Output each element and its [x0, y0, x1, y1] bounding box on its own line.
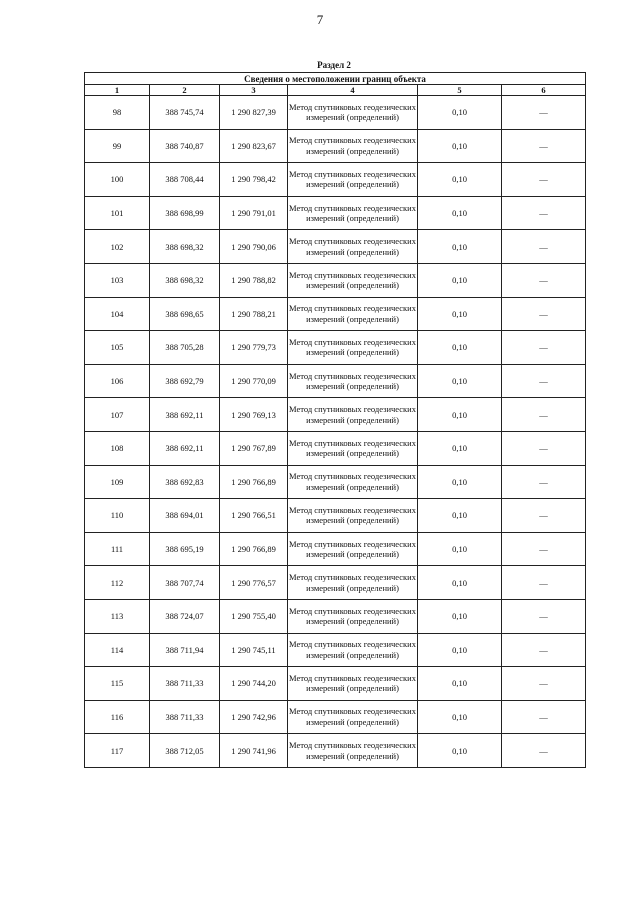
x-coordinate-cell: 388 692,11 — [150, 398, 220, 432]
description-cell: — — [502, 398, 586, 432]
x-coordinate-cell: 388 707,74 — [150, 566, 220, 600]
accuracy-cell: 0,10 — [418, 297, 502, 331]
method-cell: Метод спутниковых геодезических измерений (определений) — [288, 633, 418, 667]
table-row — [85, 263, 586, 297]
point-number-cell: 105 — [85, 331, 150, 365]
table-caption: Сведения о местоположении границ объекта — [85, 73, 586, 85]
x-coordinate-cell: 388 698,32 — [150, 263, 220, 297]
method-cell: Метод спутниковых геодезических измерений (определений) — [288, 431, 418, 465]
description-cell: — — [502, 431, 586, 465]
point-number-cell: 102 — [85, 230, 150, 264]
table-row — [85, 599, 586, 633]
accuracy-cell: 0,10 — [418, 398, 502, 432]
table-row — [85, 364, 586, 398]
point-number-cell: 113 — [85, 599, 150, 633]
method-cell: Метод спутниковых геодезических измерений (определений) — [288, 129, 418, 163]
point-number-cell: 106 — [85, 364, 150, 398]
method-cell: Метод спутниковых геодезических измерений (определений) — [288, 566, 418, 600]
description-cell: — — [502, 196, 586, 230]
x-coordinate-cell: 388 711,33 — [150, 667, 220, 701]
x-coordinate-cell: 388 745,74 — [150, 96, 220, 130]
point-number-cell: 110 — [85, 499, 150, 533]
y-coordinate-cell: 1 290 788,82 — [220, 263, 288, 297]
y-coordinate-cell: 1 290 755,40 — [220, 599, 288, 633]
description-cell: — — [502, 465, 586, 499]
x-coordinate-cell: 388 694,01 — [150, 499, 220, 533]
table-row — [85, 431, 586, 465]
y-coordinate-cell: 1 290 790,06 — [220, 230, 288, 264]
x-coordinate-cell: 388 740,87 — [150, 129, 220, 163]
description-cell: — — [502, 566, 586, 600]
y-coordinate-cell: 1 290 823,67 — [220, 129, 288, 163]
x-coordinate-cell: 388 705,28 — [150, 331, 220, 365]
accuracy-cell: 0,10 — [418, 364, 502, 398]
column-header-6: 6 — [502, 85, 586, 96]
y-coordinate-cell: 1 290 779,73 — [220, 331, 288, 365]
y-coordinate-cell: 1 290 776,57 — [220, 566, 288, 600]
method-cell: Метод спутниковых геодезических измерений (определений) — [288, 96, 418, 130]
table-row — [85, 667, 586, 701]
accuracy-cell: 0,10 — [418, 465, 502, 499]
method-cell: Метод спутниковых геодезических измерений (определений) — [288, 230, 418, 264]
point-number-cell: 115 — [85, 667, 150, 701]
accuracy-cell: 0,10 — [418, 129, 502, 163]
accuracy-cell: 0,10 — [418, 96, 502, 130]
y-coordinate-cell: 1 290 766,89 — [220, 532, 288, 566]
description-cell: — — [502, 667, 586, 701]
y-coordinate-cell: 1 290 769,13 — [220, 398, 288, 432]
description-cell: — — [502, 163, 586, 197]
table-row — [85, 532, 586, 566]
column-header-5: 5 — [418, 85, 502, 96]
method-cell: Метод спутниковых геодезических измерений (определений) — [288, 398, 418, 432]
table-row — [85, 129, 586, 163]
table-row — [85, 633, 586, 667]
boundary-coordinates-table — [84, 72, 586, 768]
point-number-cell: 104 — [85, 297, 150, 331]
method-cell: Метод спутниковых геодезических измерений (определений) — [288, 532, 418, 566]
x-coordinate-cell: 388 698,32 — [150, 230, 220, 264]
description-cell: — — [502, 263, 586, 297]
y-coordinate-cell: 1 290 798,42 — [220, 163, 288, 197]
y-coordinate-cell: 1 290 742,96 — [220, 700, 288, 734]
accuracy-cell: 0,10 — [418, 667, 502, 701]
point-number-cell: 103 — [85, 263, 150, 297]
point-number-cell: 99 — [85, 129, 150, 163]
description-cell: — — [502, 364, 586, 398]
x-coordinate-cell: 388 692,11 — [150, 431, 220, 465]
y-coordinate-cell: 1 290 770,09 — [220, 364, 288, 398]
y-coordinate-cell: 1 290 766,51 — [220, 499, 288, 533]
method-cell: Метод спутниковых геодезических измерений (определений) — [288, 700, 418, 734]
point-number-cell: 111 — [85, 532, 150, 566]
accuracy-cell: 0,10 — [418, 532, 502, 566]
description-cell: — — [502, 499, 586, 533]
accuracy-cell: 0,10 — [418, 599, 502, 633]
description-cell: — — [502, 734, 586, 768]
x-coordinate-cell: 388 692,83 — [150, 465, 220, 499]
table-row — [85, 163, 586, 197]
x-coordinate-cell: 388 711,94 — [150, 633, 220, 667]
method-cell: Метод спутниковых геодезических измерений (определений) — [288, 331, 418, 365]
method-cell: Метод спутниковых геодезических измерений (определений) — [288, 364, 418, 398]
x-coordinate-cell: 388 695,19 — [150, 532, 220, 566]
y-coordinate-cell: 1 290 791,01 — [220, 196, 288, 230]
table-row — [85, 196, 586, 230]
point-number-cell: 107 — [85, 398, 150, 432]
description-cell: — — [502, 96, 586, 130]
point-number-cell: 100 — [85, 163, 150, 197]
table-row — [85, 700, 586, 734]
accuracy-cell: 0,10 — [418, 230, 502, 264]
column-header-3: 3 — [220, 85, 288, 96]
x-coordinate-cell: 388 692,79 — [150, 364, 220, 398]
y-coordinate-cell: 1 290 788,21 — [220, 297, 288, 331]
y-coordinate-cell: 1 290 766,89 — [220, 465, 288, 499]
point-number-cell: 98 — [85, 96, 150, 130]
method-cell: Метод спутниковых геодезических измерений (определений) — [288, 297, 418, 331]
accuracy-cell: 0,10 — [418, 263, 502, 297]
table-row — [85, 566, 586, 600]
table-caption-row — [85, 73, 586, 85]
section-title: Раздел 2 — [317, 60, 351, 70]
accuracy-cell: 0,10 — [418, 700, 502, 734]
point-number-cell: 108 — [85, 431, 150, 465]
x-coordinate-cell: 388 724,07 — [150, 599, 220, 633]
table-row — [85, 398, 586, 432]
y-coordinate-cell: 1 290 827,39 — [220, 96, 288, 130]
y-coordinate-cell: 1 290 745,11 — [220, 633, 288, 667]
accuracy-cell: 0,10 — [418, 196, 502, 230]
accuracy-cell: 0,10 — [418, 163, 502, 197]
point-number-cell: 109 — [85, 465, 150, 499]
table-row — [85, 465, 586, 499]
method-cell: Метод спутниковых геодезических измерений (определений) — [288, 263, 418, 297]
point-number-cell: 117 — [85, 734, 150, 768]
y-coordinate-cell: 1 290 741,96 — [220, 734, 288, 768]
description-cell: — — [502, 331, 586, 365]
x-coordinate-cell: 388 712,05 — [150, 734, 220, 768]
x-coordinate-cell: 388 698,65 — [150, 297, 220, 331]
accuracy-cell: 0,10 — [418, 734, 502, 768]
point-number-cell: 114 — [85, 633, 150, 667]
table-row — [85, 230, 586, 264]
point-number-cell: 112 — [85, 566, 150, 600]
description-cell: — — [502, 230, 586, 264]
method-cell: Метод спутниковых геодезических измерений (определений) — [288, 499, 418, 533]
accuracy-cell: 0,10 — [418, 431, 502, 465]
column-header-4: 4 — [288, 85, 418, 96]
table-row — [85, 499, 586, 533]
y-coordinate-cell: 1 290 767,89 — [220, 431, 288, 465]
column-header-1: 1 — [85, 85, 150, 96]
description-cell: — — [502, 633, 586, 667]
description-cell: — — [502, 129, 586, 163]
method-cell: Метод спутниковых геодезических измерений (определений) — [288, 667, 418, 701]
y-coordinate-cell: 1 290 744,20 — [220, 667, 288, 701]
method-cell: Метод спутниковых геодезических измерений (определений) — [288, 196, 418, 230]
description-cell: — — [502, 700, 586, 734]
accuracy-cell: 0,10 — [418, 499, 502, 533]
table-row — [85, 96, 586, 130]
table-row — [85, 734, 586, 768]
accuracy-cell: 0,10 — [418, 633, 502, 667]
description-cell: — — [502, 532, 586, 566]
method-cell: Метод спутниковых геодезических измерений (определений) — [288, 465, 418, 499]
point-number-cell: 101 — [85, 196, 150, 230]
x-coordinate-cell: 388 698,99 — [150, 196, 220, 230]
x-coordinate-cell: 388 711,33 — [150, 700, 220, 734]
description-cell: — — [502, 599, 586, 633]
point-number-cell: 116 — [85, 700, 150, 734]
method-cell: Метод спутниковых геодезических измерений (определений) — [288, 599, 418, 633]
table-row — [85, 331, 586, 365]
column-header-row — [85, 85, 586, 96]
table-body — [85, 96, 586, 768]
description-cell: — — [502, 297, 586, 331]
page-number: 7 — [316, 12, 324, 27]
accuracy-cell: 0,10 — [418, 331, 502, 365]
column-header-2: 2 — [150, 85, 220, 96]
accuracy-cell: 0,10 — [418, 566, 502, 600]
method-cell: Метод спутниковых геодезических измерений (определений) — [288, 734, 418, 768]
x-coordinate-cell: 388 708,44 — [150, 163, 220, 197]
method-cell: Метод спутниковых геодезических измерений (определений) — [288, 163, 418, 197]
table-row — [85, 297, 586, 331]
